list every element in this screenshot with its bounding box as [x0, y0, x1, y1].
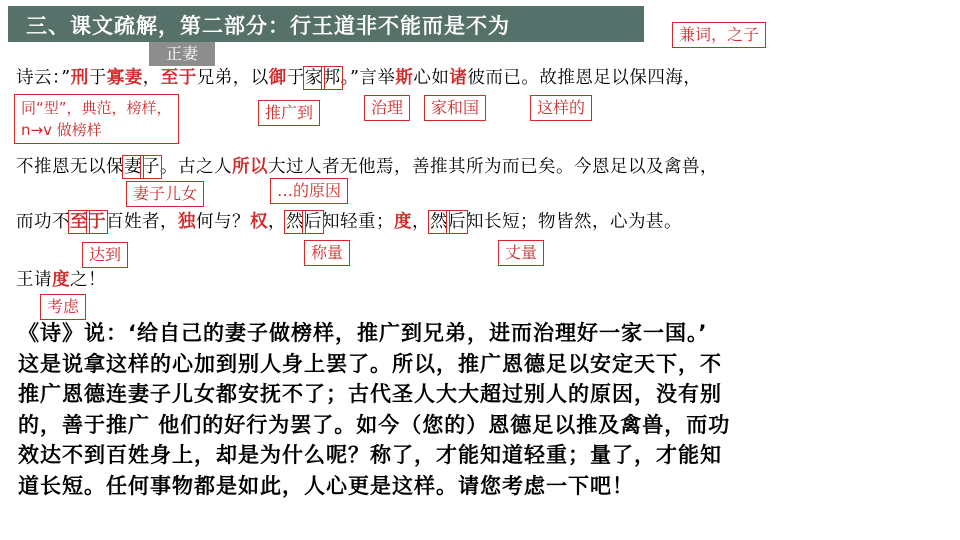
word-hou2: 后 — [448, 212, 466, 232]
text-segment: ， — [142, 68, 161, 88]
original-line-4 — [16, 266, 106, 291]
note-qiziernv: 妻子儿女 — [126, 181, 204, 207]
translation-line: 这是说拿这样的心加到别人身上罢了。所以，推广恩德足以安定天下，不 — [18, 351, 722, 376]
word-du: 独 — [178, 212, 196, 232]
note-xing — [14, 94, 179, 144]
note-zheyangde: 这样的 — [530, 95, 592, 121]
word-si: 斯 — [395, 68, 414, 88]
word-suoyi: 所以 — [232, 157, 268, 177]
translation-line: 效达不到百姓身上，却是为什么呢？称了，才能知道轻重；量了，才能知 — [18, 443, 722, 467]
text-segment: 王请 — [16, 270, 52, 290]
word-zhi: 至 — [70, 212, 88, 232]
word-jia: 家 — [304, 68, 323, 88]
translation-paragraph — [18, 318, 948, 501]
text-segment: 知长短；物皆然，心为甚。 — [466, 212, 682, 232]
text-segment: ， — [412, 212, 430, 232]
text-segment: ， — [268, 212, 286, 232]
note-jiahego: 家和国 — [424, 95, 486, 121]
word-guaqi: 寡妻 — [106, 68, 143, 88]
word-qi: 妻 — [124, 157, 142, 177]
text-segment: 百姓者， — [106, 212, 178, 232]
note-zhengqi-tag: 正妻 — [149, 42, 215, 66]
note-xing-line2: n→v 做榜样 — [21, 121, 102, 139]
text-segment: 诗云：” — [16, 68, 71, 88]
word-zi: 子 — [142, 157, 160, 177]
note-xing-line1: 同“型”，典范，榜样， — [21, 99, 172, 117]
text-segment: 不推恩无以保 — [16, 157, 124, 177]
text-segment: 之！ — [70, 270, 106, 290]
word-yu: 御 — [268, 68, 287, 88]
word-quan: 权 — [250, 212, 268, 232]
text-segment: 于 — [88, 68, 107, 88]
text-segment: 兄弟，以 — [196, 68, 269, 88]
original-line-2 — [16, 153, 718, 178]
text-segment: 知轻重； — [322, 212, 394, 232]
section-header — [8, 6, 644, 42]
text-segment: 于 — [286, 68, 305, 88]
note-jianci: 兼词，之子 — [672, 22, 766, 48]
note-tuiguangdao: 推广到 — [258, 100, 320, 126]
word-ran2: 然 — [430, 212, 448, 232]
text-segment: 。古之人 — [160, 157, 232, 177]
text-segment: 何与？ — [196, 212, 250, 232]
note-chengliang: 称量 — [304, 240, 350, 266]
note-zhili: 治理 — [364, 95, 410, 121]
original-line-3 — [16, 208, 682, 233]
translation-line: 的，善于推广 他们的好行为罢了。如今（您的）恩德足以推及禽兽，而功 — [18, 412, 731, 437]
word-xing: 刑 — [70, 68, 89, 88]
word-yu2: 于 — [88, 212, 106, 232]
word-hou: 后 — [304, 212, 322, 232]
text-segment: 彼而已。故推恩足以保四海， — [467, 68, 702, 88]
text-segment: 心如 — [413, 68, 450, 88]
word-duo2: 度 — [52, 270, 70, 290]
translation-line: 道长短。任何事物都是如此，人心更是这样。请您考虑一下吧！ — [18, 473, 634, 498]
original-line-1 — [16, 64, 701, 89]
text-segment: 而功不 — [16, 212, 70, 232]
text-segment: 大过人者无他焉，善推其所为而已矣。今恩足以及禽兽， — [268, 157, 718, 177]
word-bang: 邦 — [322, 68, 341, 88]
text-segment: 。”言举 — [340, 68, 396, 88]
section-title: 三、课文疏解，第二部分：行王道非不能而是不为 — [26, 14, 510, 38]
note-deyuanyin: …的原因 — [270, 178, 348, 204]
note-zhangliang: 丈量 — [498, 240, 544, 266]
note-kaolv: 考虑 — [40, 294, 86, 320]
translation-line: 推广恩德连妻子儿女都安抚不了；古代圣人大大超过别人的原因，没有别 — [18, 382, 722, 406]
translation-line: 《诗》说：‘给自己的妻子做榜样，推广到兄弟，进而治理好一家一国。’ — [18, 321, 708, 345]
word-zhu: 诸 — [449, 68, 468, 88]
word-duo: 度 — [394, 212, 412, 232]
word-zhiyu: 至于 — [160, 68, 197, 88]
word-ran: 然 — [286, 212, 304, 232]
note-dadao: 达到 — [82, 242, 128, 268]
